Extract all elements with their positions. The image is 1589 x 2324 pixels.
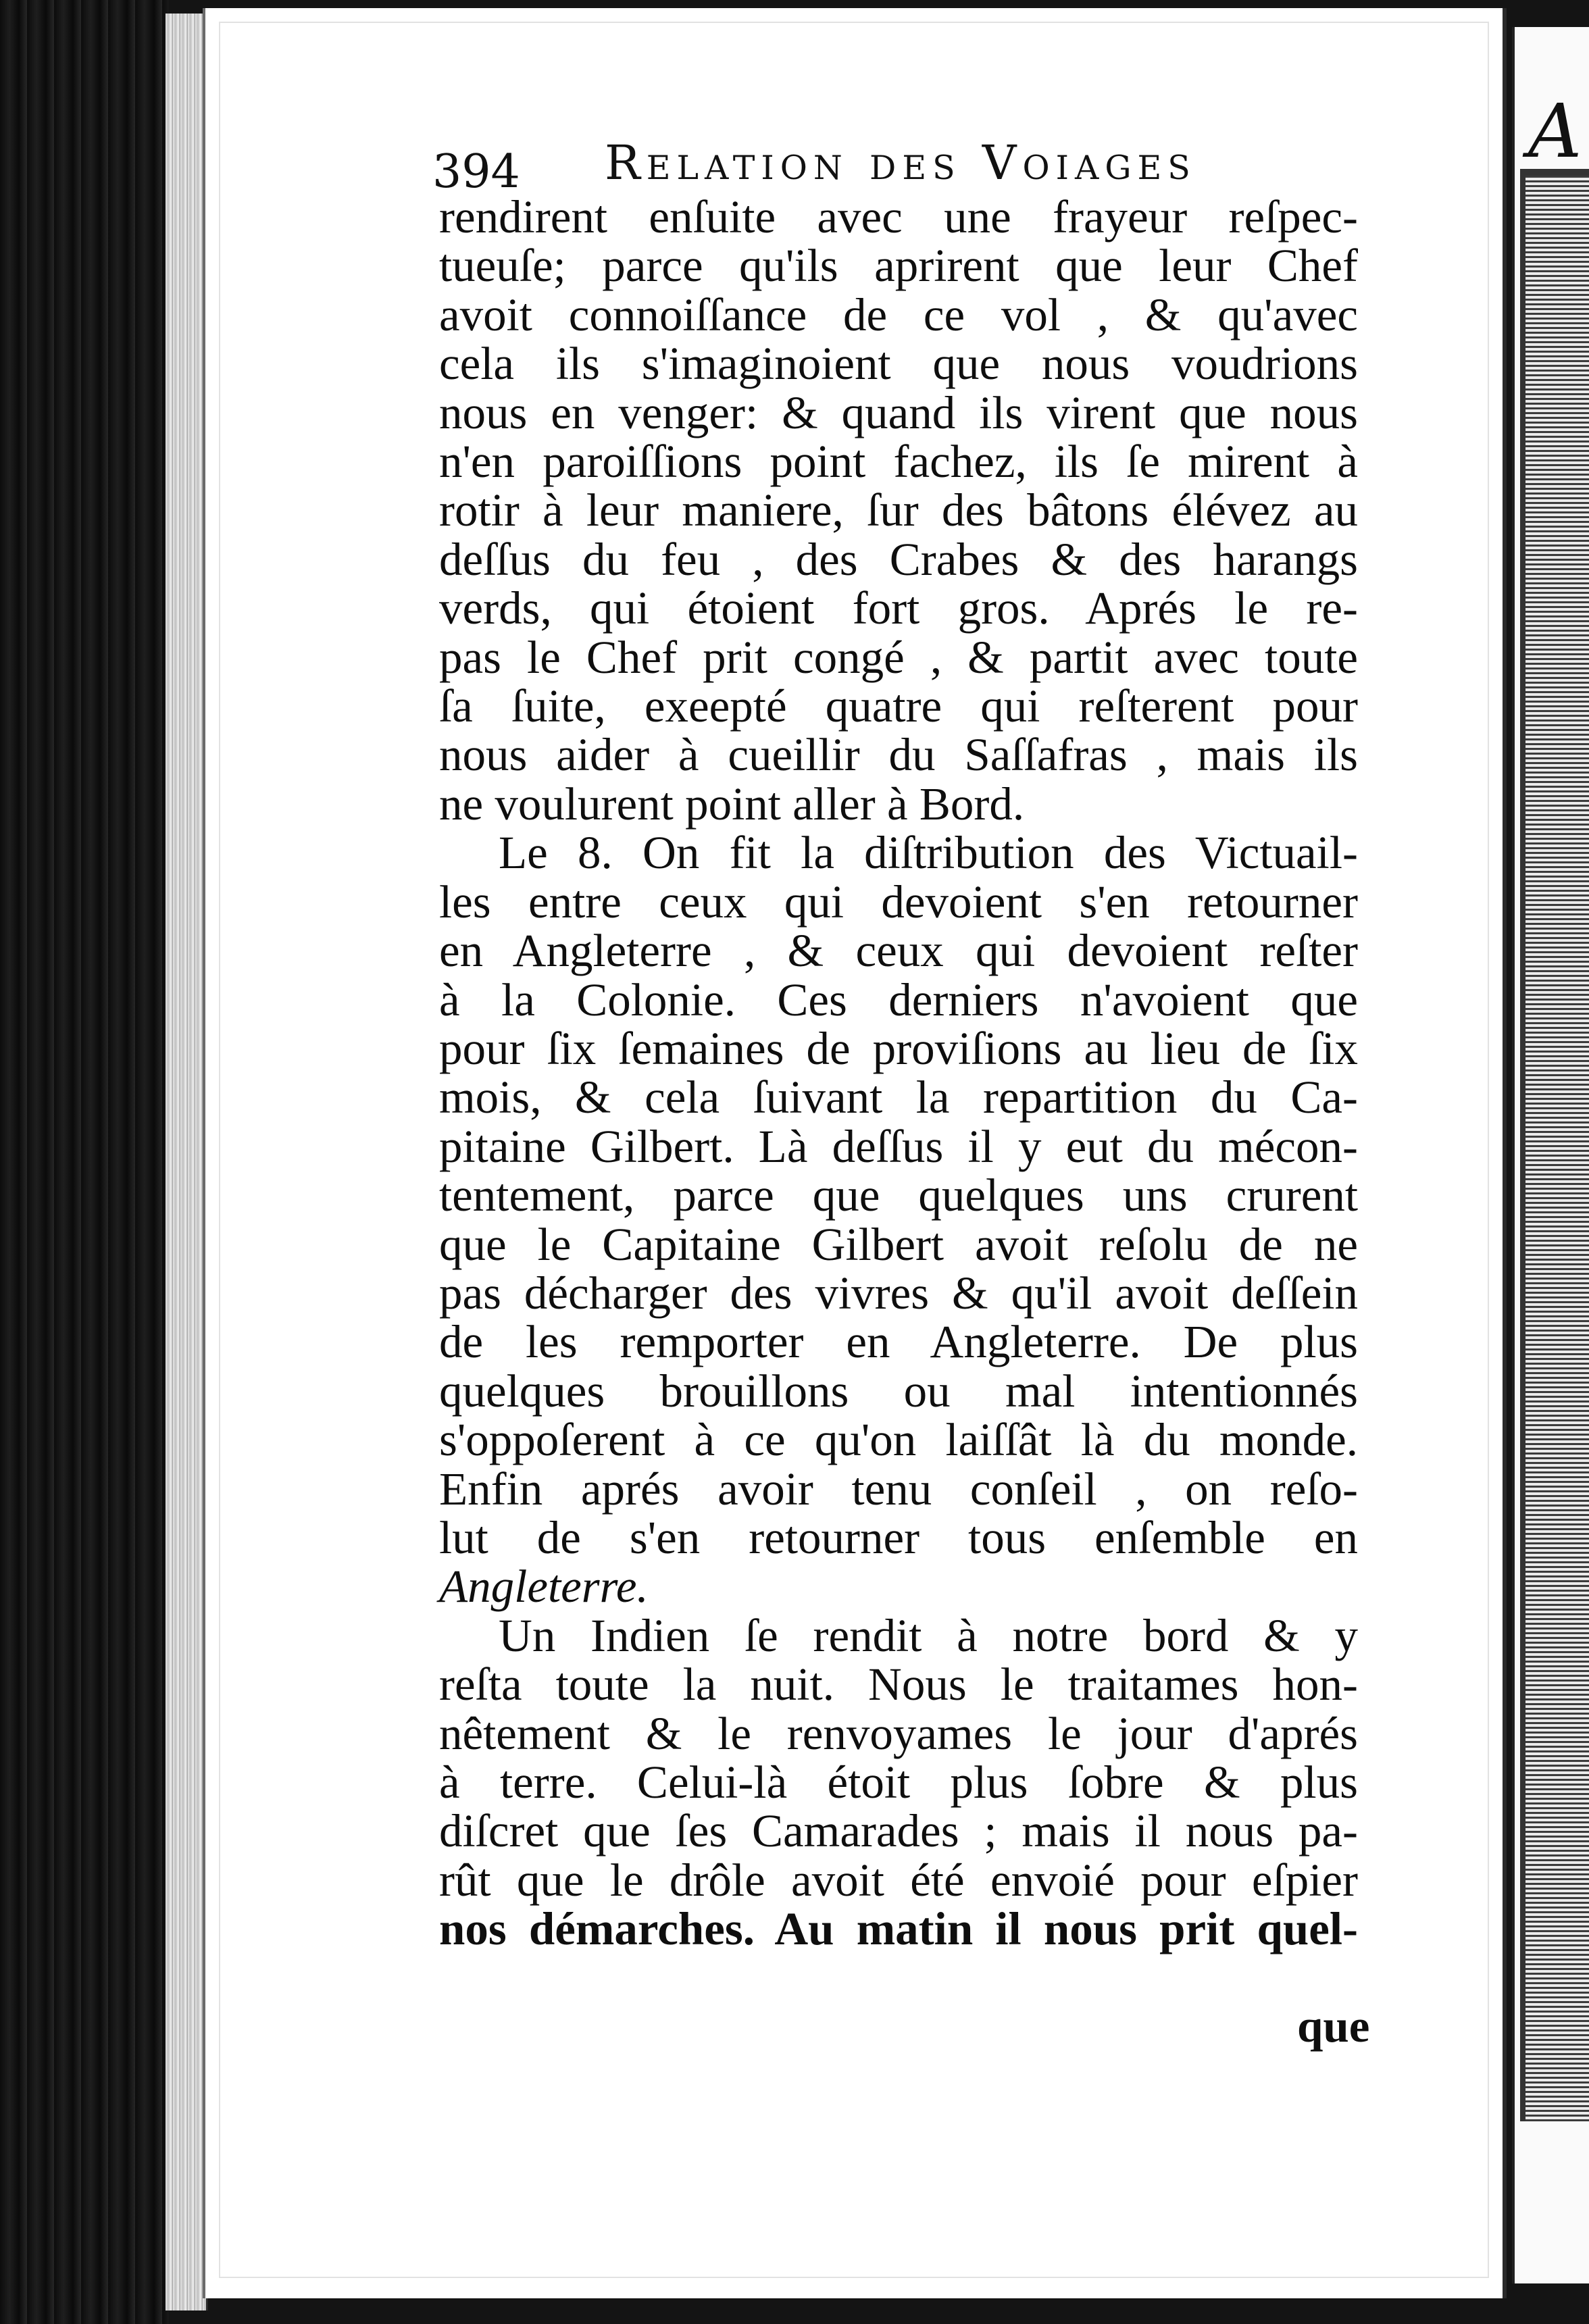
text-line: que le Capitaine Gilbert avoit reſolu de ne xyxy=(439,1218,1358,1270)
text-line: Enfin aprés avoir tenu conſeil , on reſo- xyxy=(439,1463,1358,1515)
text-line: tentement, parce que quelques uns crurent xyxy=(439,1169,1358,1221)
text-line: nous aider à cueillir du Saſſafras , mais ils xyxy=(439,729,1358,781)
text-line: rendirent enſuite avec une frayeur reſpec- xyxy=(439,191,1358,243)
text-line: pitaine Gilbert. Là deſſus il y eut du mécon- xyxy=(439,1120,1358,1172)
page-stack-edge xyxy=(166,14,208,2310)
text-line: à terre. Celui-là étoit plus ſobre & plus xyxy=(439,1757,1358,1808)
text-line: Angleterre. xyxy=(439,1561,649,1613)
text-line: nous en venger: & quand ils virent que nous xyxy=(439,386,1358,438)
text-line: avoit connoiſſance de ce vol , & qu'avec xyxy=(439,288,1358,340)
text-line: deſſus du feu , des Crabes & des harangs xyxy=(439,533,1358,585)
text-line: tueuſe; parce qu'ils aprirent que leur Chef xyxy=(439,240,1358,292)
text-line: à la Colonie. Ces derniers n'avoient que xyxy=(439,974,1358,1026)
running-head-title: Relation des Voiages xyxy=(605,135,1196,191)
text-line: mois, & cela ſuivant la repartition du Ca- xyxy=(439,1071,1358,1123)
text-line: lut de s'en retourner tous enſemble en xyxy=(439,1511,1358,1563)
text-line: rotir à leur maniere, ſur des bâtons élévez au xyxy=(439,484,1358,536)
text-line: pas le Chef prit congé , & partit avec toute xyxy=(439,631,1358,683)
catchword: que xyxy=(1297,2000,1370,2052)
text-line: rût que le drôle avoit été envoié pour eſpier xyxy=(439,1854,1358,1906)
text-line: nêtement & le renvoyames le jour d'aprés xyxy=(439,1707,1358,1759)
text-line: n'en paroiſſions point fachez, ils ſe mirent à xyxy=(439,436,1358,488)
text-line: reſta toute la nuit. Nous le traitames hon- xyxy=(439,1659,1358,1711)
text-line: diſcret que ſes Camarades ; mais il nous pa- xyxy=(439,1805,1358,1857)
text-line: quelques brouillons ou mal intentionnés xyxy=(439,1365,1358,1417)
text-line: Le 8. On fit la diſtribution des Victuail- xyxy=(499,827,1358,879)
book-binding-edge xyxy=(0,0,169,2324)
text-line: les entre ceux qui devoient s'en retourner xyxy=(439,876,1358,928)
text-line: ne voulurent point aller à Bord. xyxy=(439,778,1025,830)
text-line: de les remporter en Angleterre. De plus xyxy=(439,1316,1358,1368)
text-line: s'oppoſerent à ce qu'on laiſſât là du monde. xyxy=(439,1414,1358,1466)
text-line: en Angleterre , & ceux qui devoient reſter xyxy=(439,925,1358,977)
text-line: nos démarches. Au matin il nous prit quel- xyxy=(439,1903,1358,1955)
text-line: pour ſix ſemaines de proviſions au lieu de ſix xyxy=(439,1022,1358,1074)
text-line: ſa ſuite, exeepté quatre qui reſterent pour xyxy=(439,680,1358,732)
text-line: cela ils s'imaginoient que nous voudrions xyxy=(439,338,1358,390)
text-line: verds, qui étoient fort gros. Aprés le re- xyxy=(439,582,1358,634)
text-line: pas décharger des vivres & qu'il avoit deſſein xyxy=(439,1267,1358,1319)
body-text xyxy=(439,193,1358,1954)
text-line: Un Indien ſe rendit à notre bord & y xyxy=(499,1609,1358,1661)
page-number: 394 xyxy=(432,145,520,199)
facing-engraving-illustration xyxy=(1520,169,1589,2121)
facing-page-letter: A xyxy=(1528,88,1582,174)
